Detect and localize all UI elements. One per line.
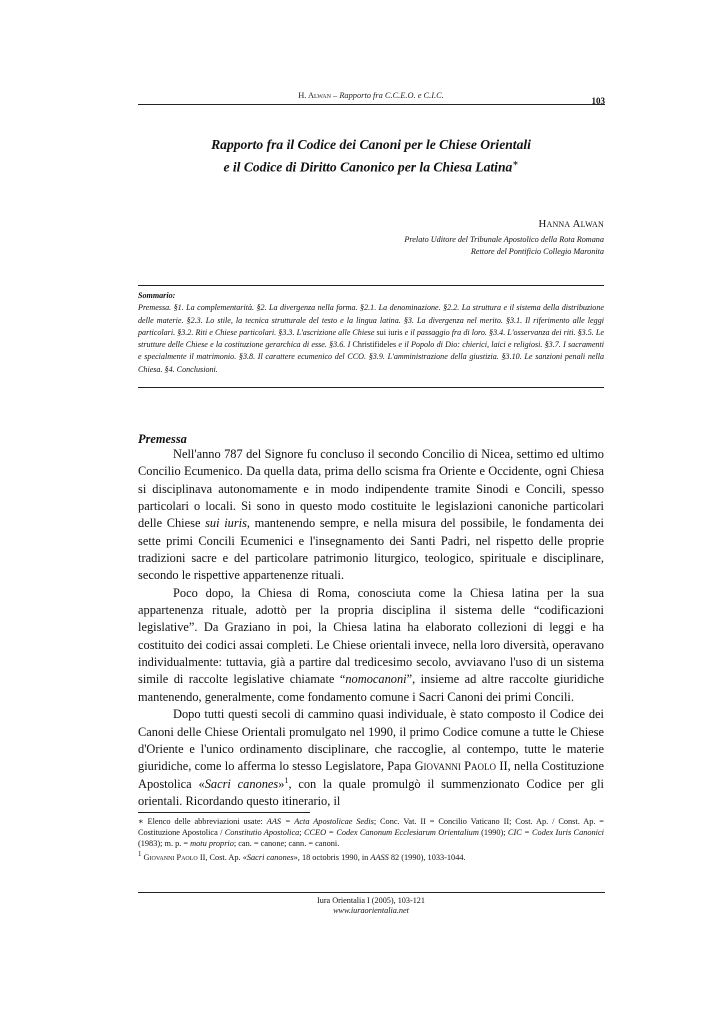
fn2-c: 82 (1990), 1033-1044. (388, 852, 466, 862)
author-affiliation-1: Prelato Uditore del Tribunale Apostolico della Rota Romana (404, 235, 604, 244)
summary-part-2: e il passaggio fra di loro. §3.4. L'osservanza dei riti. §3.5. Le strutture delle Chiese e la costituzione gerarchica di esse. §3.6. I (138, 327, 604, 350)
section-title: Premessa (138, 432, 187, 446)
p3-text-a: Dopo tutti questi secoli di cammino quasi individuale, è stato composto il Codice dei Canoni delle Chiese Orientali promulgato nel 1990, il primo Codice comune a tutte le Chiese d'Oriente e l'unico ordinamento disciplinare, che raccoglie, al contempo, tutte le materie giuridiche, come lo afferma lo stesso Legislatore, Papa (138, 707, 604, 774)
paragraph-1 (138, 446, 604, 585)
author-affiliation-2: Rettore del Pontificio Collegio Maronita (470, 247, 604, 256)
header-rule (138, 104, 605, 105)
article-title (138, 136, 604, 177)
running-head-author: H. Alwan (298, 91, 331, 100)
p3-smallcaps: Giovanni Paolo (414, 759, 497, 774)
fn1-a: Elenco delle abbreviazioni usate: (143, 817, 267, 826)
fn1-d: (1990); (478, 828, 508, 837)
fn1-b: ; Conc. Vat. II = Concilio Vaticano II; Cost. Ap. / Const. Ap. = Costituzione Apostolica / (138, 817, 604, 837)
running-head-title: Rapporto fra C.C.E.O. e C.I.C. (339, 91, 444, 100)
footnote-star (138, 816, 604, 849)
p3-text-b: II, nella Costituzione Apostolica « (138, 759, 605, 791)
fn1-mark: 1 (138, 851, 142, 858)
p3-text-d: , con la quale promulgò il summenzionato Codice per gli orientali. Ricordando questo itinerario, il (138, 776, 604, 808)
p3-italic: Sacri canones (204, 776, 279, 791)
paragraph-3 (138, 706, 604, 810)
journal-citation: Iura Orientalia I (2005), 103-121 (317, 896, 425, 905)
footnote-1 (138, 849, 604, 863)
fn-star-mark: ∗ (138, 817, 144, 826)
fn1-ca: Constitutio Apostolica (224, 828, 300, 837)
p1-text-a: Nell'anno 787 del Signore fu concluso il secondo Concilio di Nicea, settimo ed ultimo Concilio Ecumenico. Da quella data, prima dello scisma fra Oriente e Occidente, ogni Chiesa si disciplinava autonomamente e in modo indipendente tramite Sinodi e Concili, spesso particolari o locali. Si sono in questo modo costituite le legislazioni canoniche particolari delle Chiese (138, 447, 604, 531)
journal-url: www.iuraorientalia.net (333, 906, 409, 915)
p1-italic: sui iuris (205, 516, 247, 531)
fn1-e: (1983); m. p. = (138, 839, 191, 848)
summary-part-1: Premessa. §1. La complementarità. §2. La divergenza nella forma. §2.1. La denominazione. §2.2. La struttura e il sistema della distribuzione delle materie. §2.3. Lo stile, la tecnica strutturale del testo e la lingua latina. §3. La divergenza nel merito. §3.1. Il riferimento alle leggi particolari. §3.2. Riti e Chiese particolari. §3.3. L'ascrizione alle Chiese (138, 303, 604, 337)
fn2-smallcaps: Giovanni Paolo (141, 852, 198, 862)
title-footnote-mark: ∗ (512, 158, 519, 168)
footer-rule (138, 892, 605, 893)
fn1-mp: motu proprio (190, 839, 234, 848)
running-head-separator: – (333, 91, 338, 100)
body-text (138, 446, 604, 810)
running-head (138, 91, 604, 103)
footnotes (138, 816, 604, 863)
paragraph-2 (138, 585, 604, 706)
p3-footnote-ref: 1 (284, 775, 289, 785)
summary-term-christifideles: Christifideles (352, 340, 397, 350)
page-number: 103 (591, 96, 605, 106)
author-name: Hanna Alwan (538, 218, 604, 230)
fn1-cceo: CCEO = Codex Canonum Ecclesiarum Orientalium (303, 828, 479, 837)
fn2-aas: AASS (370, 852, 389, 862)
title-line-2-text: e il Codice di Diritto Canonico per la Chiesa Latina (223, 159, 513, 175)
p3-text-c: » (278, 776, 285, 791)
p2-italic: nomocanoni (345, 672, 407, 687)
footnote-rule (138, 812, 310, 813)
fn1-cic: CIC = Codex Iuris Canonici (507, 828, 604, 837)
title-line-1: Rapporto fra il Codice dei Canoni per le Chiese Orientali (211, 137, 531, 152)
fn1-f: ; can. = canone; cann. = canoni. (233, 839, 340, 848)
title-line-2 (138, 154, 604, 177)
fn1-aas: AAS = Acta Apostolicae Sedis (266, 817, 374, 826)
summary-term-sui-iuris: sui iuris (376, 327, 403, 337)
fn2-a: II, Cost. Ap. « (197, 852, 247, 862)
fn2-b: », 18 octobris 1990, in (293, 852, 371, 862)
p1-text-b: , mantenendo sempre, e nella misura del possibile, le fondamenta dei sette primi Concili Ecumenici e l'insegnamento dei Santi Padri, nel rispetto delle proprie tradizioni sacre e del particolare patrimonio liturgico, teologico, spirituale e disciplinare, secondo le rispettive appartenenze rituali. (138, 516, 604, 583)
p2-text-b: ”, insieme ad altre raccolte giuridiche mantenendo, generalmente, come fondamento comune i Sacri Canoni dei primi Concili. (138, 672, 604, 704)
summary-box (138, 285, 604, 388)
fn1-c: ; (299, 828, 304, 837)
fn2-italic: Sacri canones (246, 852, 294, 862)
summary-part-3: e il Popolo di Dio: chierici, laici e religiosi. §3.7. I sacramenti e specialmente il matrimonio. §3.8. Il carattere ecumenico del CCO. §3.9. L'amministrazione della giustizia. §3.10. Le sanzioni penali nella Chiesa. §4. Conclusioni. (138, 340, 604, 374)
summary-label: Sommario: (138, 291, 176, 300)
summary-text (138, 302, 604, 376)
p2-text-a: Poco dopo, la Chiesa di Roma, conosciuta come la Chiesa latina per la sua appartenenza rituale, adottò per la propria disciplina il sistema delle “codificazioni legislative”. Da Graziano in poi, la Chiesa latina ha elaborato collezioni di leggi e ha costituito dei codici assai completi. Le Chiese orientali invece, nella loro diversità, operavano individualmente: tuttavia, già a partire dal tredicesimo secolo, avviavano l'uso di un sistema simile di raccolte legislative chiamate “ (138, 585, 604, 687)
